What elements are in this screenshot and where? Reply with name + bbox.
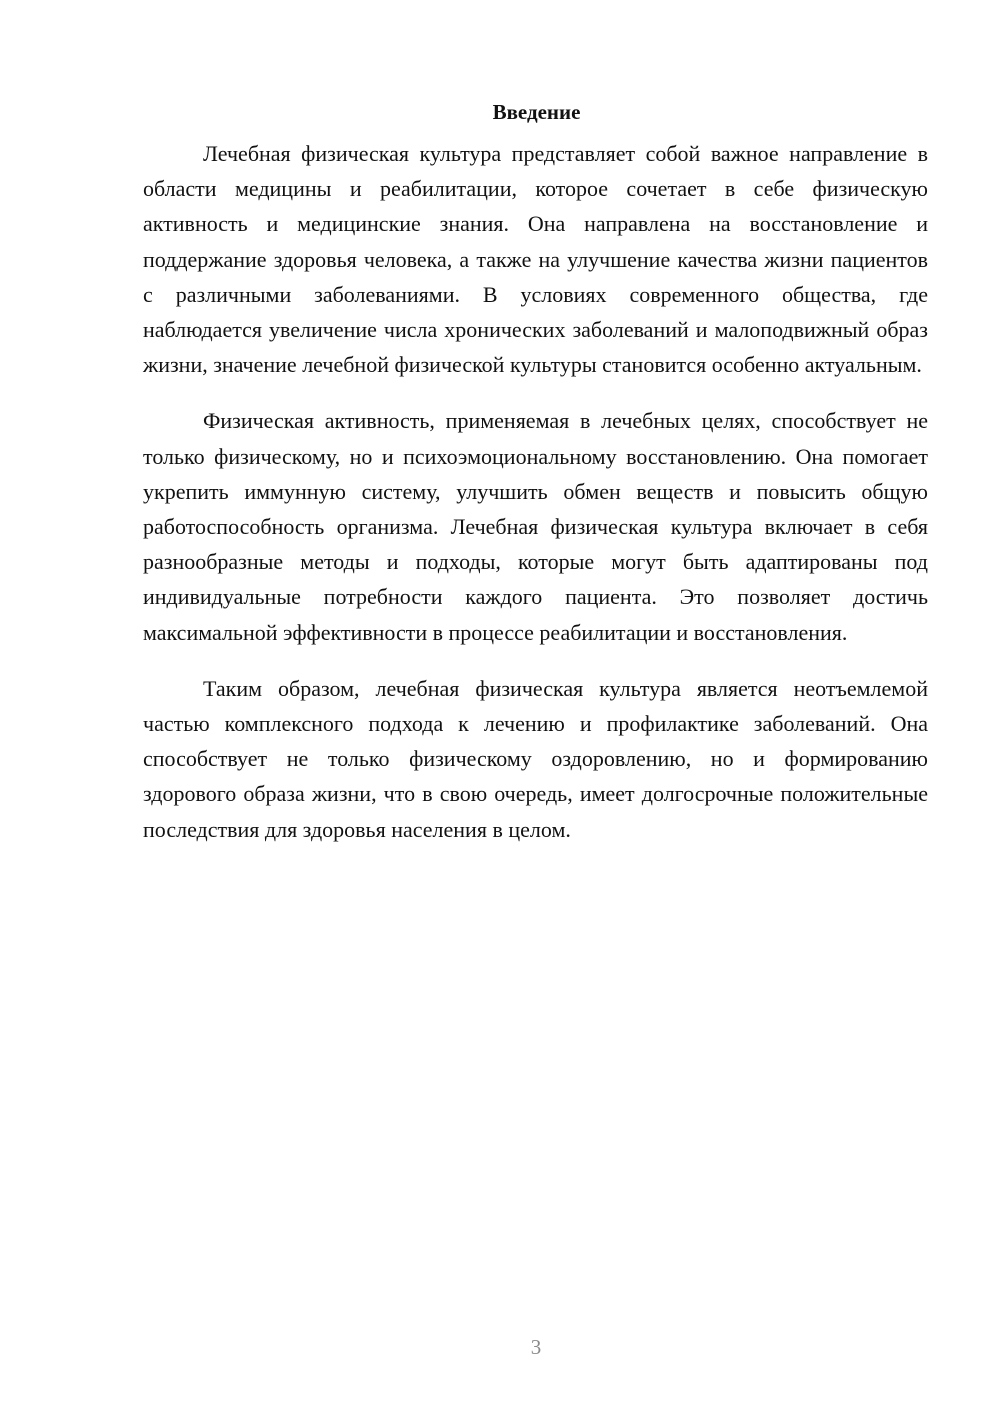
page-content — [143, 98, 928, 868]
paragraph-3: Таким образом, лечебная физическая культура является неотъемлемой частью комплексного подхода к лечению и профилактике заболеваний. Она способствует не только физическому оздоровлению, но и формированию здорового образа жизни, что в свою очередь, имеет долгосрочные положительные последствия для здоровья населения в целом. — [143, 675, 928, 842]
section-title: Введение — [492, 100, 581, 124]
paragraph-1: Лечебная физическая культура представляет собой важное направление в области медицины и реабилитации, которое сочетает в себе физическую активность и медицинские знания. Она направлена на восстановление и поддержание здоровья человека, а также на улучшение качества жизни пациентов с различными заболеваниями. В условиях современного общества, где наблюдается увеличение числа хронических заболеваний и малоподвижный образ жизни, значение лечебной физической культуры становится особенно актуальным. — [143, 141, 928, 378]
paragraph-2: Физическая активность, применяемая в лечебных целях, способствует не только физическому, но и психоэмоциональному восстановлению. Она помогает укрепить иммунную систему, улучшить обмен веществ и повысить общую работоспособность организма. Лечебная физическая культура включает в себя разнообразные методы и подходы, которые могут быть адаптированы под индивидуальные потребности каждого пациента. Это позволяет достичь максимальной эффективности в процессе реабилитации и восстановления. — [143, 408, 928, 645]
page-number: 3 — [530, 1335, 542, 1359]
